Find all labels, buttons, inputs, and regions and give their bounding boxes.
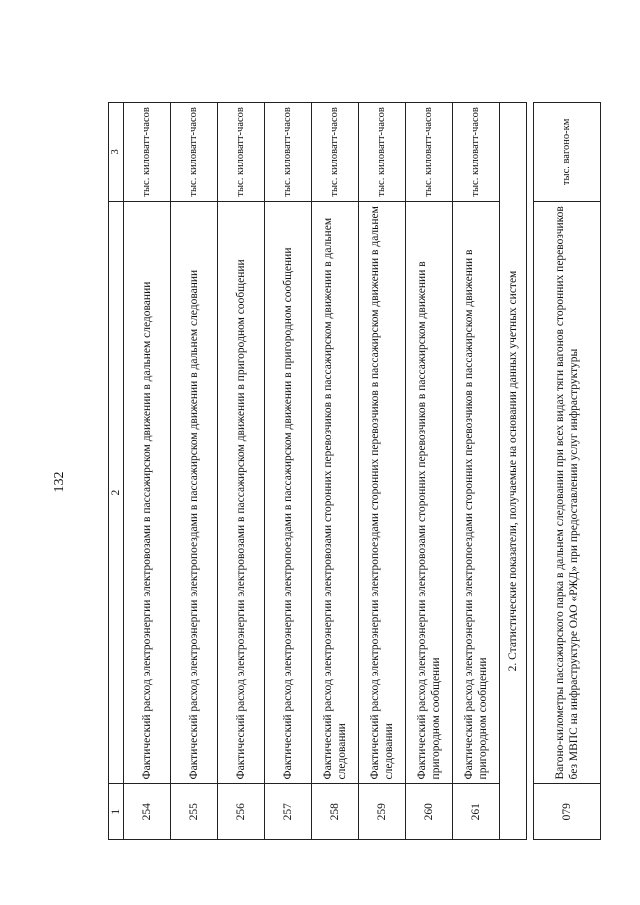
row-name: Фактический расход электроэнергии электровозами сторонних перевозчиков в пассажирском движении в пригородном сообщении (406, 201, 453, 784)
table-row (453, 103, 500, 840)
row-name: Фактический расход электроэнергии электропоездами сторонних перевозчиков в пассажирском движении в пригородном сообщении (453, 201, 500, 784)
row-unit: тыс. киловатт-часов (312, 103, 359, 202)
row-name: Вагоно-километры пассажирского парка в дальнем следовании при всех видах тяги вагонов сторонних перевозчиков без МВПС на инфраструктуре ОАО «РЖД» при предоставлении услуг инфраструктуры (534, 201, 601, 784)
row-unit: тыс. киловатт-часов (406, 103, 453, 202)
row-unit: тыс. вагоно-км (534, 103, 601, 202)
table-row (171, 103, 218, 840)
row-unit: тыс. киловатт-часов (453, 103, 500, 202)
row-name: Фактический расход электроэнергии электровозами сторонних перевозчиков в пассажирском движении в дальнем следовании (312, 201, 359, 784)
row-name: Фактический расход электроэнергии электровозами в пассажирском движении в пригородном сообщении (218, 201, 265, 784)
rotated-table-container (108, 102, 581, 840)
row-name: Фактический расход электроэнергии электропоездами в пассажирском движении в дальнем следовании (171, 201, 218, 784)
table-row (124, 103, 171, 840)
row-name: Фактический расход электроэнергии электровозами в пассажирском движении в дальнем следовании (124, 201, 171, 784)
page-number: 132 (52, 471, 67, 493)
table-row (359, 103, 406, 840)
row-unit: тыс. киловатт-часов (171, 103, 218, 202)
row-unit: тыс. киловатт-часов (124, 103, 171, 202)
row-unit: тыс. киловатт-часов (265, 103, 312, 202)
table-row (534, 103, 601, 840)
table-gap (527, 103, 534, 840)
row-name: Фактический расход электроэнергии электропоездами сторонних перевозчиков в пассажирском движении в дальнем следовании (359, 201, 406, 784)
row-unit: тыс. киловатт-часов (359, 103, 406, 202)
table-row (265, 103, 312, 840)
table-gap-row (527, 103, 534, 840)
header-col-3: 3 (109, 103, 124, 202)
row-code: 079 (534, 784, 601, 840)
table-header-row (109, 103, 124, 840)
section-title: 2. Статистические показатели, получаемые на основании данных учетных систем (500, 103, 527, 840)
table-row (218, 103, 265, 840)
row-code: 254 (124, 784, 171, 840)
header-col-2: 2 (109, 201, 124, 784)
row-code: 261 (453, 784, 500, 840)
row-code: 259 (359, 784, 406, 840)
row-code: 255 (171, 784, 218, 840)
row-code: 260 (406, 784, 453, 840)
row-code: 256 (218, 784, 265, 840)
row-unit: тыс. киловатт-часов (218, 103, 265, 202)
section-heading-row (500, 103, 527, 840)
row-name: Фактический расход электроэнергии электропоездами в пассажирском движении в пригородном сообщении (265, 201, 312, 784)
row-code: 257 (265, 784, 312, 840)
table-row (312, 103, 359, 840)
header-col-1: 1 (109, 784, 124, 840)
table-row (406, 103, 453, 840)
row-code: 258 (312, 784, 359, 840)
indicators-table (108, 102, 601, 840)
